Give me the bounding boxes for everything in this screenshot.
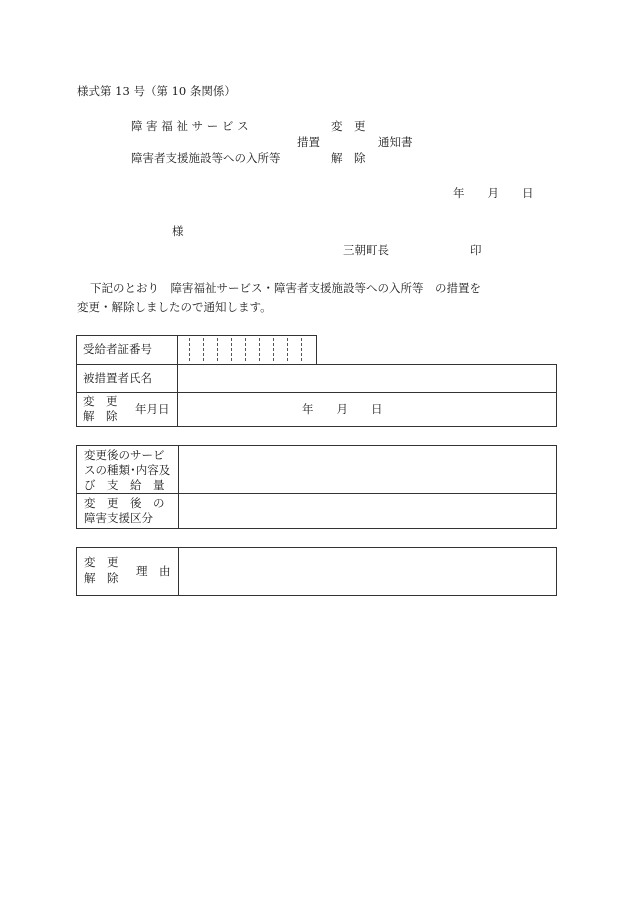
body-line-1: 下記のとおり 障害福祉サービス・障害者支援施設等への入所等 の措置を (90, 281, 481, 295)
title-tail: 通知書 (378, 135, 413, 149)
reason-label: 理 由 (136, 564, 171, 578)
table-reason (76, 547, 557, 596)
date-line: 年 月 日 (453, 186, 534, 200)
date-suffix-label: 年月日 (135, 402, 170, 416)
title-middle: 措置 (297, 135, 320, 149)
name-field[interactable] (178, 365, 556, 392)
cert-number-boxes[interactable] (177, 335, 317, 364)
table-recipient (76, 335, 557, 427)
service-label-2: スの種類･内容及 (84, 463, 171, 477)
reason-cancel-word: 解 除 (84, 571, 119, 585)
support-label-2: 障害支援区分 (84, 511, 153, 525)
date-cancel-word: 解 除 (83, 409, 118, 423)
date-value[interactable]: 年 月 日 (302, 402, 383, 416)
form-id: 様式第 13 号（第 10 条関係） (77, 84, 236, 98)
service-field[interactable] (179, 446, 557, 493)
service-label-3: び 支 給 量 (84, 478, 165, 492)
cert-number-label: 受給者証番号 (83, 342, 152, 356)
issuer-name: 三朝町長 (343, 243, 389, 257)
title-line-1: 障 害 福 祉 サ ー ビ ス (131, 119, 249, 133)
date-change-word: 変 更 (83, 394, 118, 408)
title-option-change: 変 更 (331, 119, 366, 133)
body-line-2: 変更・解除しましたので通知します。 (77, 300, 272, 314)
service-label-1: 変更後のサービ (84, 448, 165, 462)
recipient-suffix: 様 (172, 224, 184, 238)
table-service (76, 445, 557, 529)
reason-change-word: 変 更 (84, 555, 119, 569)
reason-field[interactable] (179, 548, 557, 595)
title-option-cancel: 解 除 (331, 151, 366, 165)
seal-mark: 印 (470, 243, 482, 257)
name-label: 被措置者氏名 (83, 371, 152, 385)
support-label-1: 変 更 後 の (84, 496, 165, 510)
title-line-2: 障害者支援施設等への入所等 (131, 151, 281, 165)
support-field[interactable] (179, 494, 557, 528)
